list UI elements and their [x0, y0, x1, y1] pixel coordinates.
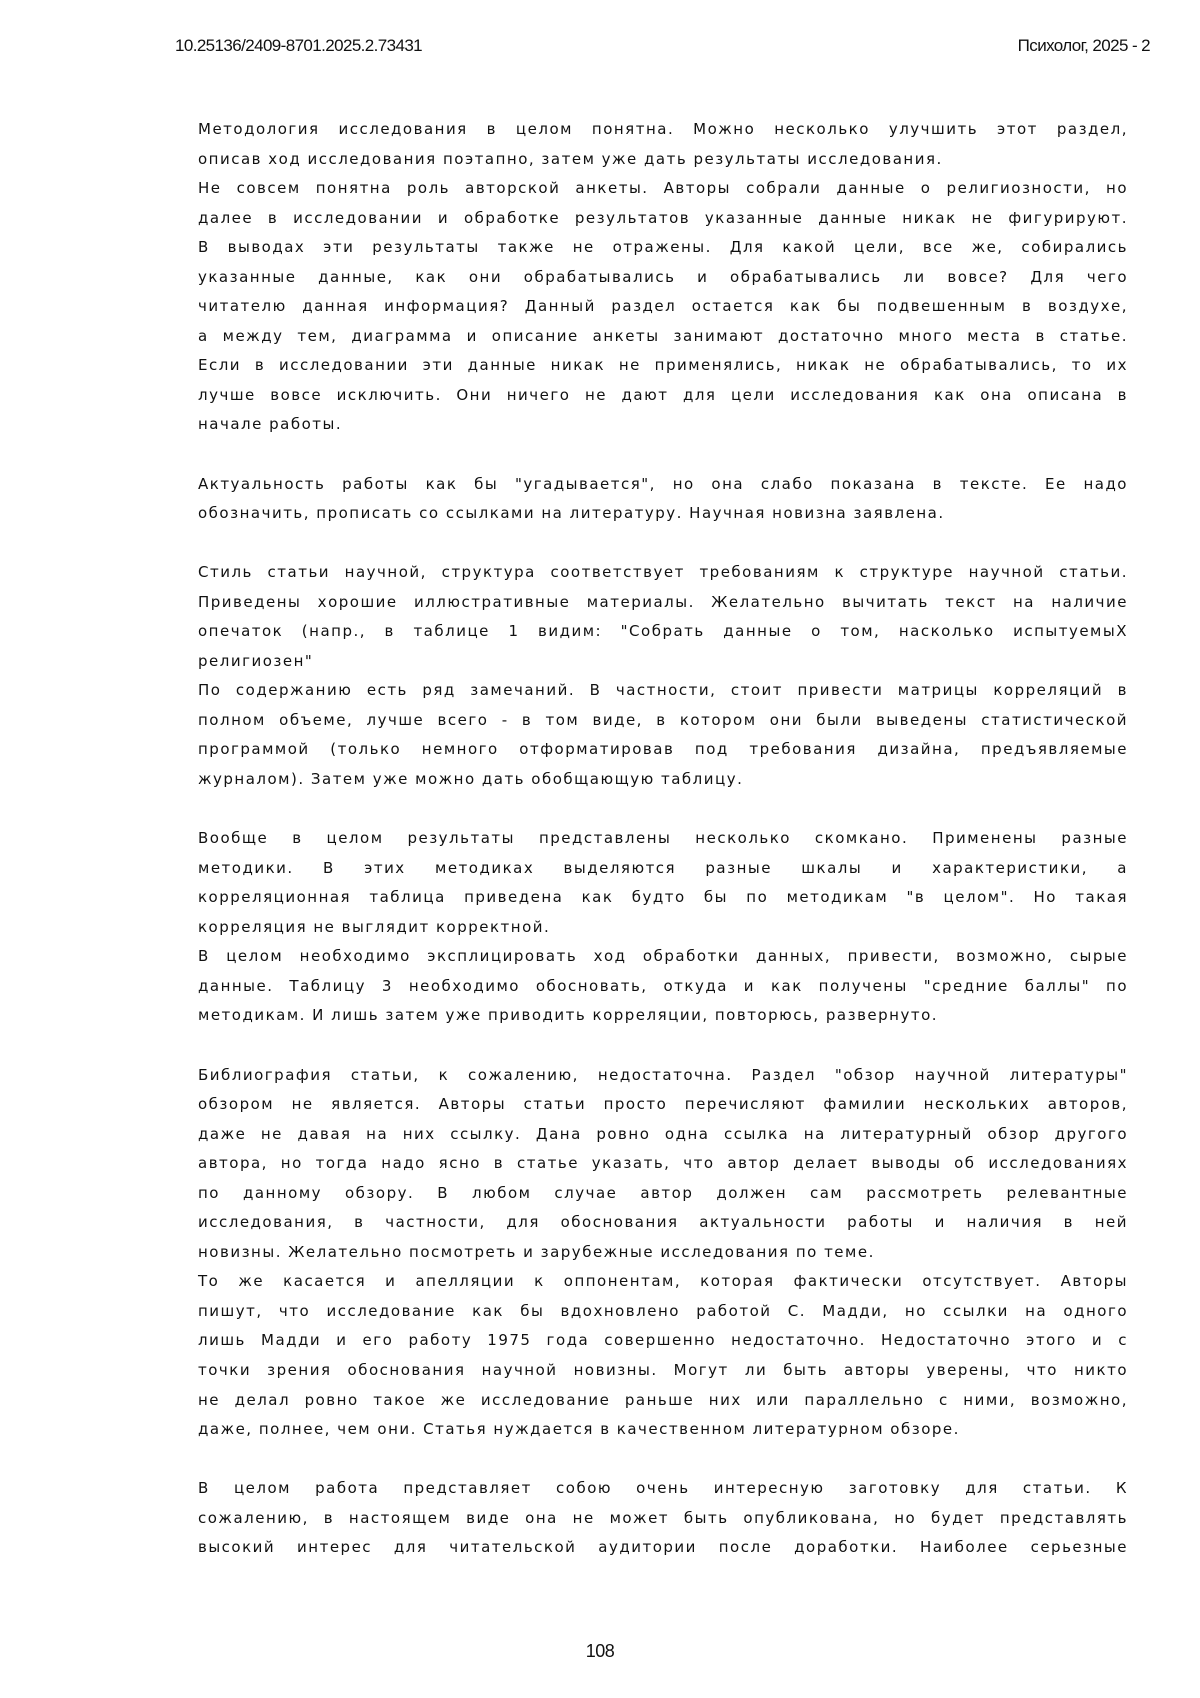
- text-line: описав ход исследования поэтапно, затем уже дать результаты исследования.: [198, 145, 1128, 175]
- text-line: лучше вовсе исключить. Они ничего не дают для цели исследования как она описана в: [198, 381, 1128, 411]
- paragraph-spacer: [198, 795, 1128, 825]
- text-line: опечаток (напр., в таблице 1 видим: "Собрать данные о том, насколько испытуемыХ: [198, 617, 1128, 647]
- text-line: а между тем, диаграмма и описание анкеты занимают достаточно много места в статье.: [198, 322, 1128, 352]
- text-line: данные. Таблицу 3 необходимо обосновать, откуда и как получены "средние баллы" по: [198, 972, 1128, 1002]
- text-line: Стиль статьи научной, структура соответствует требованиям к структуре научной статьи.: [198, 558, 1128, 588]
- text-line: корреляция не выглядит корректной.: [198, 913, 1128, 943]
- text-line: методикам. И лишь затем уже приводить корреляции, повторюсь, развернуто.: [198, 1001, 1128, 1031]
- paragraph-spacer: [198, 440, 1128, 470]
- page-number: 108: [0, 1641, 1200, 1662]
- text-line: По содержанию есть ряд замечаний. В частности, стоит привести матрицы корреляций в: [198, 676, 1128, 706]
- text-line: новизны. Желательно посмотреть и зарубежные исследования по теме.: [198, 1238, 1128, 1268]
- text-line: даже не давая на них ссылку. Дана ровно одна ссылка на литературный обзор другого: [198, 1120, 1128, 1150]
- text-line: сожалению, в настоящем виде она не может быть опубликована, но будет представлять: [198, 1504, 1128, 1534]
- text-line: Вообще в целом результаты представлены несколько скомкано. Применены разные: [198, 824, 1128, 854]
- text-line: В целом необходимо эксплицировать ход обработки данных, привести, возможно, сырые: [198, 942, 1128, 972]
- text-line: журналом). Затем уже можно дать обобщающую таблицу.: [198, 765, 1128, 795]
- text-line: пишут, что исследование как бы вдохновлено работой С. Мадди, но ссылки на одного: [198, 1297, 1128, 1327]
- text-line: Если в исследовании эти данные никак не применялись, никак не обрабатывались, то их: [198, 351, 1128, 381]
- text-line: не делал ровно такое же исследование раньше них или параллельно с ними, возможно,: [198, 1386, 1128, 1416]
- paragraph-spacer: [198, 1445, 1128, 1475]
- text-line: Не совсем понятна роль авторской анкеты. Авторы собрали данные о религиозности, но: [198, 174, 1128, 204]
- text-line: указанные данные, как они обрабатывались и обрабатывались ли вовсе? Для чего: [198, 263, 1128, 293]
- journal-header: Психолог, 2025 - 2: [1018, 36, 1150, 56]
- text-line: Приведены хорошие иллюстративные материалы. Желательно вычитать текст на наличие: [198, 588, 1128, 618]
- text-line: лишь Мадди и его работу 1975 года совершенно недостаточно. Недостаточно этого и с: [198, 1326, 1128, 1356]
- text-line: обзором не является. Авторы статьи просто перечисляют фамилии нескольких авторов,: [198, 1090, 1128, 1120]
- text-line: корреляционная таблица приведена как будто бы по методикам "в целом". Но такая: [198, 883, 1128, 913]
- text-line: методики. В этих методиках выделяются разные шкалы и характеристики, а: [198, 854, 1128, 884]
- text-line: точки зрения обоснования научной новизны. Могут ли быть авторы уверены, что никто: [198, 1356, 1128, 1386]
- text-line: религиозен": [198, 647, 1128, 677]
- text-line: начале работы.: [198, 410, 1128, 440]
- text-line: полном объеме, лучше всего - в том виде, в котором они были выведены статистической: [198, 706, 1128, 736]
- text-line: по данному обзору. В любом случае автор должен сам рассмотреть релевантные: [198, 1179, 1128, 1209]
- text-line: далее в исследовании и обработке результатов указанные данные никак не фигурируют.: [198, 204, 1128, 234]
- text-line: обозначить, прописать со ссылками на литературу. Научная новизна заявлена.: [198, 499, 1128, 529]
- text-line: автора, но тогда надо ясно в статье указать, что автор делает выводы об исследованиях: [198, 1149, 1128, 1179]
- text-line: То же касается и апелляции к оппонентам, которая фактически отсутствует. Авторы: [198, 1267, 1128, 1297]
- paragraph-spacer: [198, 1031, 1128, 1061]
- doi-header: 10.25136/2409-8701.2025.2.73431: [175, 36, 422, 56]
- text-line: даже, полнее, чем они. Статья нуждается в качественном литературном обзоре.: [198, 1415, 1128, 1445]
- text-line: читателю данная информация? Данный раздел остается как бы подвешенным в воздухе,: [198, 292, 1128, 322]
- text-line: Библиография статьи, к сожалению, недостаточна. Раздел "обзор научной литературы": [198, 1061, 1128, 1091]
- text-line: высокий интерес для читательской аудитории после доработки. Наиболее серьезные: [198, 1533, 1128, 1563]
- text-line: В выводах эти результаты также не отражены. Для какой цели, все же, собирались: [198, 233, 1128, 263]
- paragraph-spacer: [198, 529, 1128, 559]
- text-line: программой (только немного отформатировав под требования дизайна, предъявляемые: [198, 735, 1128, 765]
- text-line: исследования, в частности, для обоснования актуальности работы и наличия в ней: [198, 1208, 1128, 1238]
- text-line: Актуальность работы как бы "угадывается", но она слабо показана в тексте. Ее надо: [198, 470, 1128, 500]
- review-text: [198, 115, 1128, 1563]
- text-line: Методология исследования в целом понятна. Можно несколько улучшить этот раздел,: [198, 115, 1128, 145]
- text-line: В целом работа представляет собою очень интересную заготовку для статьи. К: [198, 1474, 1128, 1504]
